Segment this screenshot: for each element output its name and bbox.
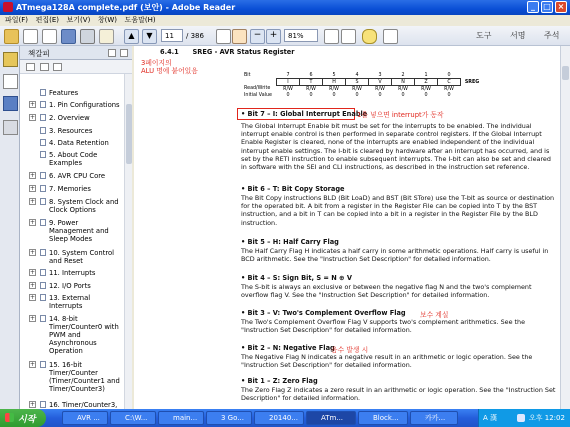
bit6-heading: • Bit 6 – T: Bit Copy Storage (241, 185, 345, 193)
taskbar-item-active[interactable]: ATm... (306, 411, 356, 425)
table-cell: 0 (424, 92, 428, 98)
bookmarks-scrollbar[interactable] (124, 74, 132, 409)
bookmark-list: Features + 1. Pin Configurations + 2. Overview 3. Resources 4. Data Retention 5. About Code Examples + 6. AVR CPU Core + 7. Memories + 8. System Clock and Clock Options + 9. Power Management and Sleep Modes + 10. System Control and Reset + 11. Interrupts + 12. I/O Ports + 13. External Interrupts + 14. 8-bit Timer/Counter0 with PWM and Asynchronous Operation + 15. 16-bit Timer/Counter (Timer/Counter1 and Timer/Counter3) + 16. Timer/Counter3, (30, 89, 120, 409)
bit7-note: 1을 넣으면 interrupt가 동작 (357, 111, 444, 119)
system-tray (478, 409, 570, 427)
bit4-body: The S-bit is always an exclusive or between the negative flag N and the two's complement overflow flag V. See the "Instruction Set Description" for detailed information. (241, 283, 532, 300)
document-icon (40, 401, 46, 408)
table-cell: C (438, 79, 461, 86)
expand-icon[interactable]: + (30, 185, 36, 192)
email-icon[interactable] (99, 29, 114, 44)
document-scrollbar[interactable] (560, 46, 570, 409)
table-cell: 4 (355, 72, 359, 78)
register-table (244, 72, 483, 98)
clock: 오후 12:02 (529, 414, 565, 422)
window-title: ATmega128A complete.pdf (보안) - Adobe Reader (16, 3, 236, 12)
language-indicator[interactable]: A 漢 (483, 414, 498, 422)
table-cell: 3 (378, 72, 382, 78)
menu-bar (0, 15, 570, 26)
expand-icon[interactable]: + (30, 294, 36, 301)
table-cell: R/W (444, 86, 454, 92)
taskbar-item[interactable]: Block... (358, 411, 408, 425)
table-cell: H (323, 79, 346, 86)
menu-help[interactable]: 도움말(H) (124, 16, 156, 24)
table-cell: R/W (375, 86, 385, 92)
table-cell: R/W (329, 86, 339, 92)
section-title: 6.4.1 SREG - AVR Status Register (160, 48, 295, 56)
document-icon (40, 282, 46, 289)
bit3-heading: • Bit 3 – V: Two's Complement Overflow Flag (241, 309, 406, 317)
expand-icon[interactable]: + (30, 401, 36, 408)
bit2-note: 음수 발생 시 (331, 346, 369, 354)
expand-icon[interactable]: + (30, 198, 36, 205)
table-cell: R/W (306, 86, 316, 92)
tools-button[interactable]: 도구 (476, 31, 492, 40)
expand-icon[interactable]: + (30, 361, 36, 368)
title-bar (0, 0, 570, 15)
windows-logo-icon (5, 413, 14, 422)
start-label: 시작 (18, 415, 36, 425)
document-icon (40, 294, 46, 301)
table-cell: R/W (352, 86, 362, 92)
taskbar-item[interactable]: 20140... (254, 411, 304, 425)
bit1-body: The Zero Flag Z indicates a zero result in an arithmetic or logic operation. See the "Instruction Set Description" for detailed information. (241, 386, 556, 403)
document-icon (40, 101, 46, 108)
taskbar-item[interactable]: C:\W... (110, 411, 156, 425)
page-total-label: / 386 (186, 32, 204, 40)
table-cell: 5 (332, 72, 336, 78)
document-icon (40, 151, 46, 158)
expand-icon[interactable]: + (30, 269, 36, 276)
taskbar-item[interactable]: 카카... (410, 411, 458, 425)
new-bookmark-icon[interactable] (53, 63, 62, 71)
attachment-icon[interactable] (3, 120, 18, 135)
bit4-heading: • Bit 4 – S: Sign Bit, S = N ⊕ V (241, 274, 352, 282)
hand-tool-icon[interactable] (232, 29, 247, 44)
close-button[interactable]: × (555, 1, 567, 13)
document-icon (40, 172, 46, 179)
table-cell: 0 (447, 92, 451, 98)
bit1-heading: • Bit 1 – Z: Zero Flag (241, 377, 318, 385)
create-pdf-icon[interactable] (23, 29, 38, 44)
initial-value-label: Initial Value (244, 92, 272, 98)
table-cell: V (369, 79, 392, 86)
scroll-thumb[interactable] (126, 104, 132, 164)
page-number-input[interactable]: 11 (161, 29, 183, 42)
bookmarks-toolbar (20, 60, 132, 74)
document-icon (40, 127, 46, 134)
expand-icon[interactable]: + (30, 249, 36, 256)
bit2-heading: • Bit 2 – N: Negative Flag (241, 344, 335, 352)
taskbar-item[interactable]: AVR ... (62, 411, 108, 425)
document-icon (40, 219, 46, 226)
bit3-body: The Two's Complement Overflow Flag V supports two's complement arithmetics. See the "Instruction Set Description" for detailed information. (241, 318, 526, 335)
document-icon (40, 185, 46, 192)
open-icon[interactable] (4, 29, 19, 44)
print-icon[interactable] (80, 29, 95, 44)
app-icon (3, 2, 13, 12)
comment-button[interactable]: 주석 (544, 31, 560, 40)
zoom-in-icon[interactable]: + (266, 29, 281, 44)
taskbar (0, 409, 570, 427)
toolbar (0, 26, 570, 46)
document-icon (40, 249, 46, 256)
menu-view[interactable]: 보기(V) (66, 16, 91, 24)
lock-icon[interactable] (3, 52, 18, 67)
document-icon (40, 361, 46, 368)
delete-bookmark-icon[interactable] (40, 63, 49, 71)
table-cell: 0 (378, 92, 382, 98)
zoom-out-icon[interactable]: − (250, 29, 265, 44)
taskbar-item[interactable]: 3 Go... (206, 411, 252, 425)
maximize-button[interactable]: □ (541, 1, 553, 13)
next-page-icon[interactable]: ▼ (142, 29, 157, 44)
table-cell: 0 (286, 92, 290, 98)
table-cell: R/W (398, 86, 408, 92)
expand-icon[interactable]: + (30, 114, 36, 121)
minimize-button[interactable]: _ (527, 1, 539, 13)
bookmarks-header (20, 46, 132, 60)
table-cell: 7 (286, 72, 290, 78)
taskbar-item[interactable]: main... (158, 411, 204, 425)
pages-icon[interactable] (3, 74, 18, 89)
table-cell: Z (415, 79, 438, 86)
bookmarks-panel (20, 46, 132, 409)
table-cell: 0 (332, 92, 336, 98)
menu-edit[interactable]: 편집(E) (35, 16, 59, 24)
table-cell: R/W (421, 86, 431, 92)
table-cell: 0 (401, 92, 405, 98)
table-cell: N (392, 79, 415, 86)
expand-icon[interactable]: + (30, 282, 36, 289)
start-button[interactable] (0, 409, 46, 427)
table-cell: 0 (355, 92, 359, 98)
bit6-body: The Bit Copy instructions BLD (Bit LoaD) and BST (Bit STore) use the T-bit as source or destination for the operated bit. A bit from a register in the Register File can be copied into T by the BST instruction, and a bit in T can be copied into a bit in a register in the Register File by the BLD instruction. (241, 194, 555, 227)
scroll-thumb[interactable] (562, 66, 569, 80)
comment-bubble-icon[interactable] (362, 29, 377, 44)
annotation-note: 3페이지의 ALU 명에 붙어있음 (141, 59, 198, 75)
document-icon (40, 269, 46, 276)
register-name: SREG (464, 79, 480, 85)
menu-window[interactable]: 창(W) (97, 16, 118, 24)
table-cell: 1 (424, 72, 428, 78)
navigation-pane-icons (0, 46, 20, 409)
bit-label: Bit (244, 72, 251, 78)
table-cell: 0 (309, 92, 313, 98)
document-icon (40, 139, 46, 146)
expand-icon[interactable]: + (30, 172, 36, 179)
table-cell: 6 (309, 72, 313, 78)
network-icon[interactable] (517, 414, 525, 422)
bit3-note: 보수 계실 (420, 311, 449, 319)
bookmarks-title: 책갈피 (28, 49, 50, 58)
table-cell: I (277, 79, 300, 86)
bookmark-options-icon[interactable] (26, 63, 35, 71)
panel-close-icon[interactable] (120, 49, 128, 57)
zoom-select[interactable]: 81% (284, 29, 318, 42)
document-icon (40, 198, 46, 205)
document-icon (40, 315, 46, 322)
select-tool-icon[interactable] (216, 29, 231, 44)
fit-width-icon[interactable] (341, 29, 356, 44)
expand-icon[interactable]: + (30, 101, 36, 108)
menu-file[interactable]: 파일(F) (5, 16, 29, 24)
panel-options-icon[interactable] (108, 49, 116, 57)
read-write-label: Read/Write (244, 86, 271, 92)
bit5-heading: • Bit 5 – H: Half Carry Flag (241, 238, 339, 246)
expand-icon[interactable]: + (30, 315, 36, 322)
table-cell: R/W (283, 86, 293, 92)
document-icon (40, 114, 46, 121)
table-cell: S (346, 79, 369, 86)
bit7-body: The Global Interrupt Enable bit must be set for the interrupts to be enabled. The individual interrupt enable control is then performed in separate control registers. If the Global Interrupt Enable Register is cleared, none of the interrupts are enabled independent of the individual interrupt enable settings. The I-bit is cleared by hardware after an interrupt has occurred, and is set by the RETI instruction to enable subsequent interrupts. The I-bit can also be set and cleared in software with the SEI and CLI instructions, as described in the instruction set reference. (241, 122, 551, 172)
edit-icon[interactable] (42, 29, 57, 44)
bookmark-icon[interactable] (3, 96, 18, 111)
bit2-body: The Negative Flag N indicates a negative result in an arithmetic or logic operation. See the "Instruction Set Description" for detailed information. (241, 353, 533, 370)
bit5-body: The Half Carry Flag H indicates a half carry in some arithmetic operations. Half carry is useful in BCD arithmetic. See the "Instruction Set Description" for detailed information. (241, 247, 549, 264)
sign-icon[interactable] (383, 29, 398, 44)
previous-page-icon[interactable]: ▲ (124, 29, 139, 44)
table-cell: 0 (447, 72, 451, 78)
table-cell: T (300, 79, 323, 86)
save-icon[interactable] (61, 29, 76, 44)
fit-page-icon[interactable] (324, 29, 339, 44)
sign-button[interactable]: 서명 (510, 31, 526, 40)
expand-icon[interactable]: + (30, 219, 36, 226)
table-cell: 2 (401, 72, 405, 78)
bit7-heading: • Bit 7 – I: Global Interrupt Enable (241, 110, 368, 118)
document-page (134, 46, 560, 409)
table-cell (244, 79, 277, 86)
document-icon (40, 89, 46, 96)
